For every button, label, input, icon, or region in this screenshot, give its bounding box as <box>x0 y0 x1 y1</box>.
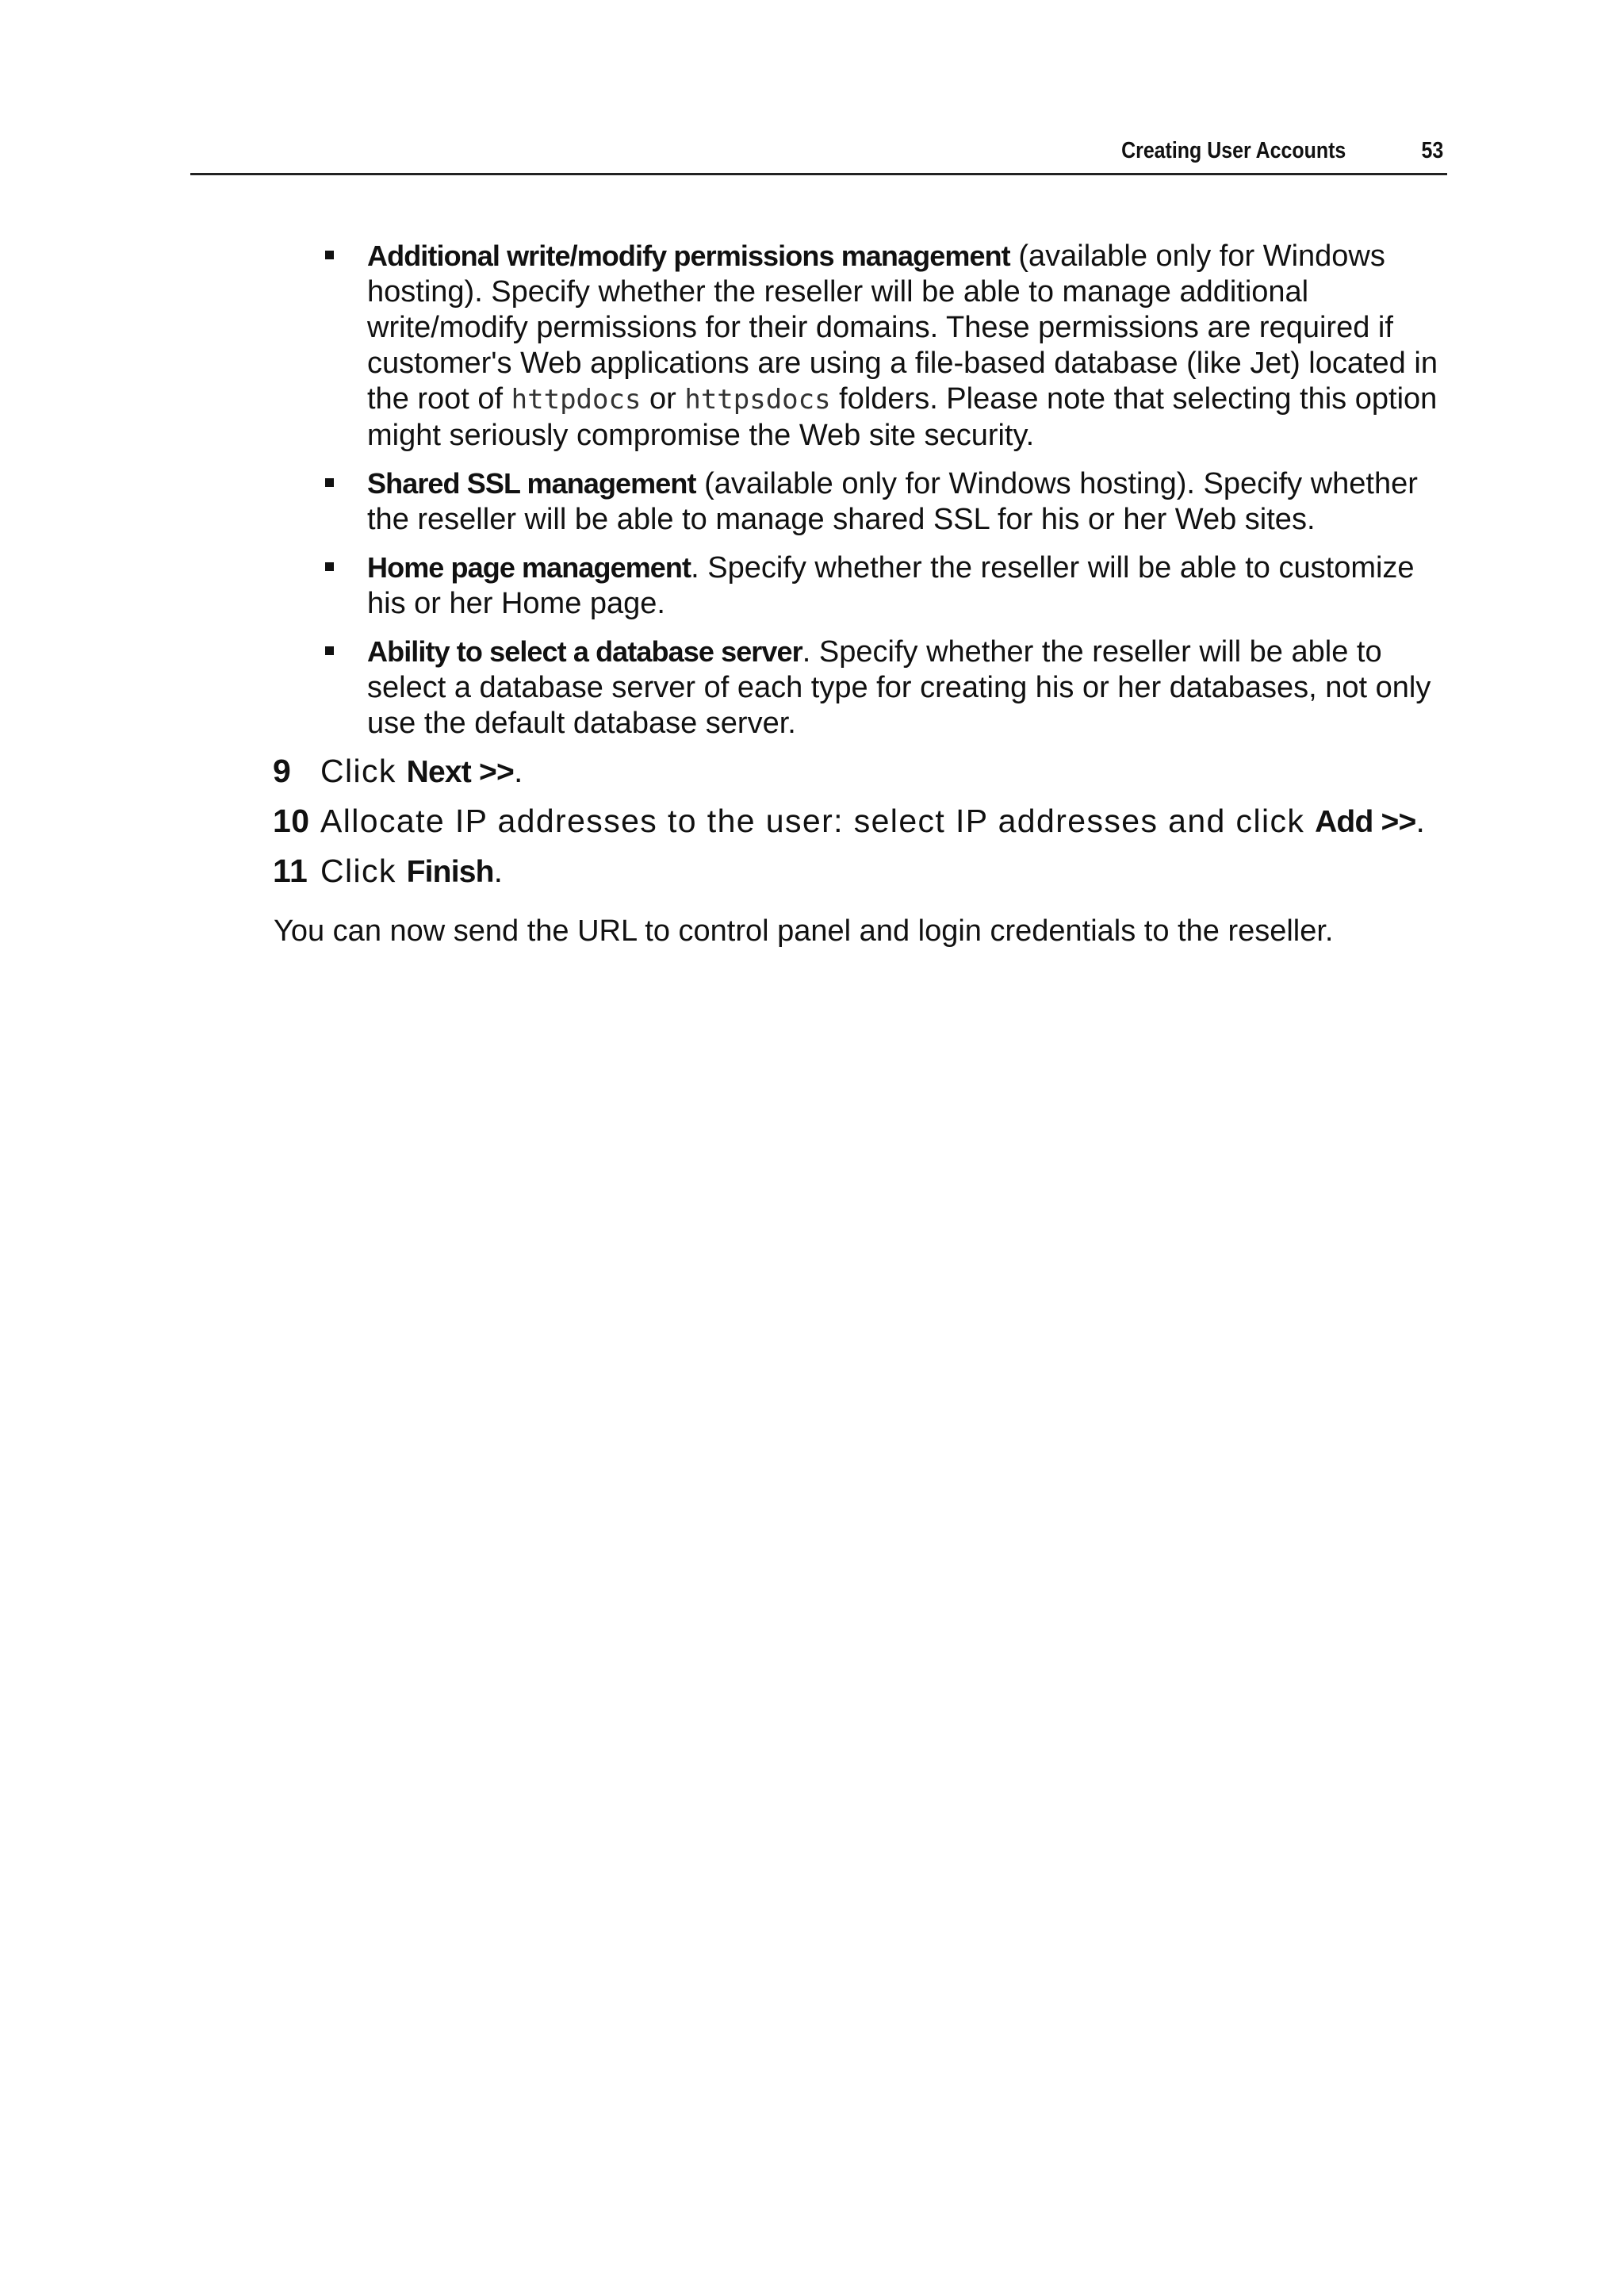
numbered-steps <box>273 753 1447 890</box>
bullet-text: folders. Please note that selecting this option might seriously compromise the Web site security. <box>367 382 1438 452</box>
step-action-label: Next >> <box>406 755 514 789</box>
code-httpdocs: httpdocs <box>511 384 642 416</box>
square-bullet-icon <box>325 562 334 571</box>
page-number: 53 <box>1421 138 1443 163</box>
step-action-label: Add >> <box>1315 805 1416 839</box>
square-bullet-icon <box>325 646 334 655</box>
bullet-text: . Specify whether the reseller will be able to select a database server of each type for creating his or her databases, not only use the default database server. <box>367 635 1431 740</box>
bullet-text: (available only for Windows hosting). Specify whether the reseller will be able to manage shared SSL for his or her Web sites. <box>367 467 1418 536</box>
step-text: Click <box>320 853 407 889</box>
step-punctuation: . <box>1415 803 1427 839</box>
step-number: 10 <box>273 803 310 839</box>
bullet-term: Additional write/modify permissions management <box>367 240 1010 272</box>
step-punctuation: . <box>493 853 504 889</box>
bullet-item-database-server <box>274 634 1447 742</box>
step-11 <box>273 853 1447 890</box>
step-10 <box>273 803 1447 840</box>
closing-paragraph: You can now send the URL to control panel and login credentials to the reseller. <box>274 914 1334 948</box>
bullet-term: Ability to select a database server <box>367 635 802 668</box>
option-bullet-list <box>274 238 1447 742</box>
square-bullet-icon <box>325 478 334 487</box>
page-header <box>190 135 1447 175</box>
page-content <box>274 238 1447 979</box>
step-number: 9 <box>273 753 292 789</box>
bullet-text: or <box>641 382 685 416</box>
step-text: Click <box>320 753 407 789</box>
step-number: 11 <box>273 853 308 889</box>
bullet-item-write-modify-permissions <box>274 238 1447 454</box>
bullet-text: (available only for Windows hosting). Specify whether the reseller will be able to manage additional write/modify permissions for their domains. These permissions are required if customer's Web applications are using a file-based database (like Jet) located in the root of <box>367 240 1438 416</box>
step-text: Allocate IP addresses to the user: select IP addresses and click <box>320 803 1316 839</box>
bullet-item-home-page <box>274 550 1447 622</box>
bullet-term: Home page management <box>367 551 691 584</box>
step-punctuation: . <box>513 753 524 789</box>
step-9 <box>273 753 1447 790</box>
running-header-title: Creating User Accounts <box>1120 138 1346 163</box>
code-httpsdocs: httpsdocs <box>684 384 831 416</box>
bullet-text: . Specify whether the reseller will be able to customize his or her Home page. <box>367 551 1415 620</box>
bullet-item-shared-ssl <box>274 466 1447 538</box>
bullet-term: Shared SSL management <box>367 467 696 500</box>
step-action-label: Finish <box>406 855 494 889</box>
square-bullet-icon <box>325 251 334 259</box>
